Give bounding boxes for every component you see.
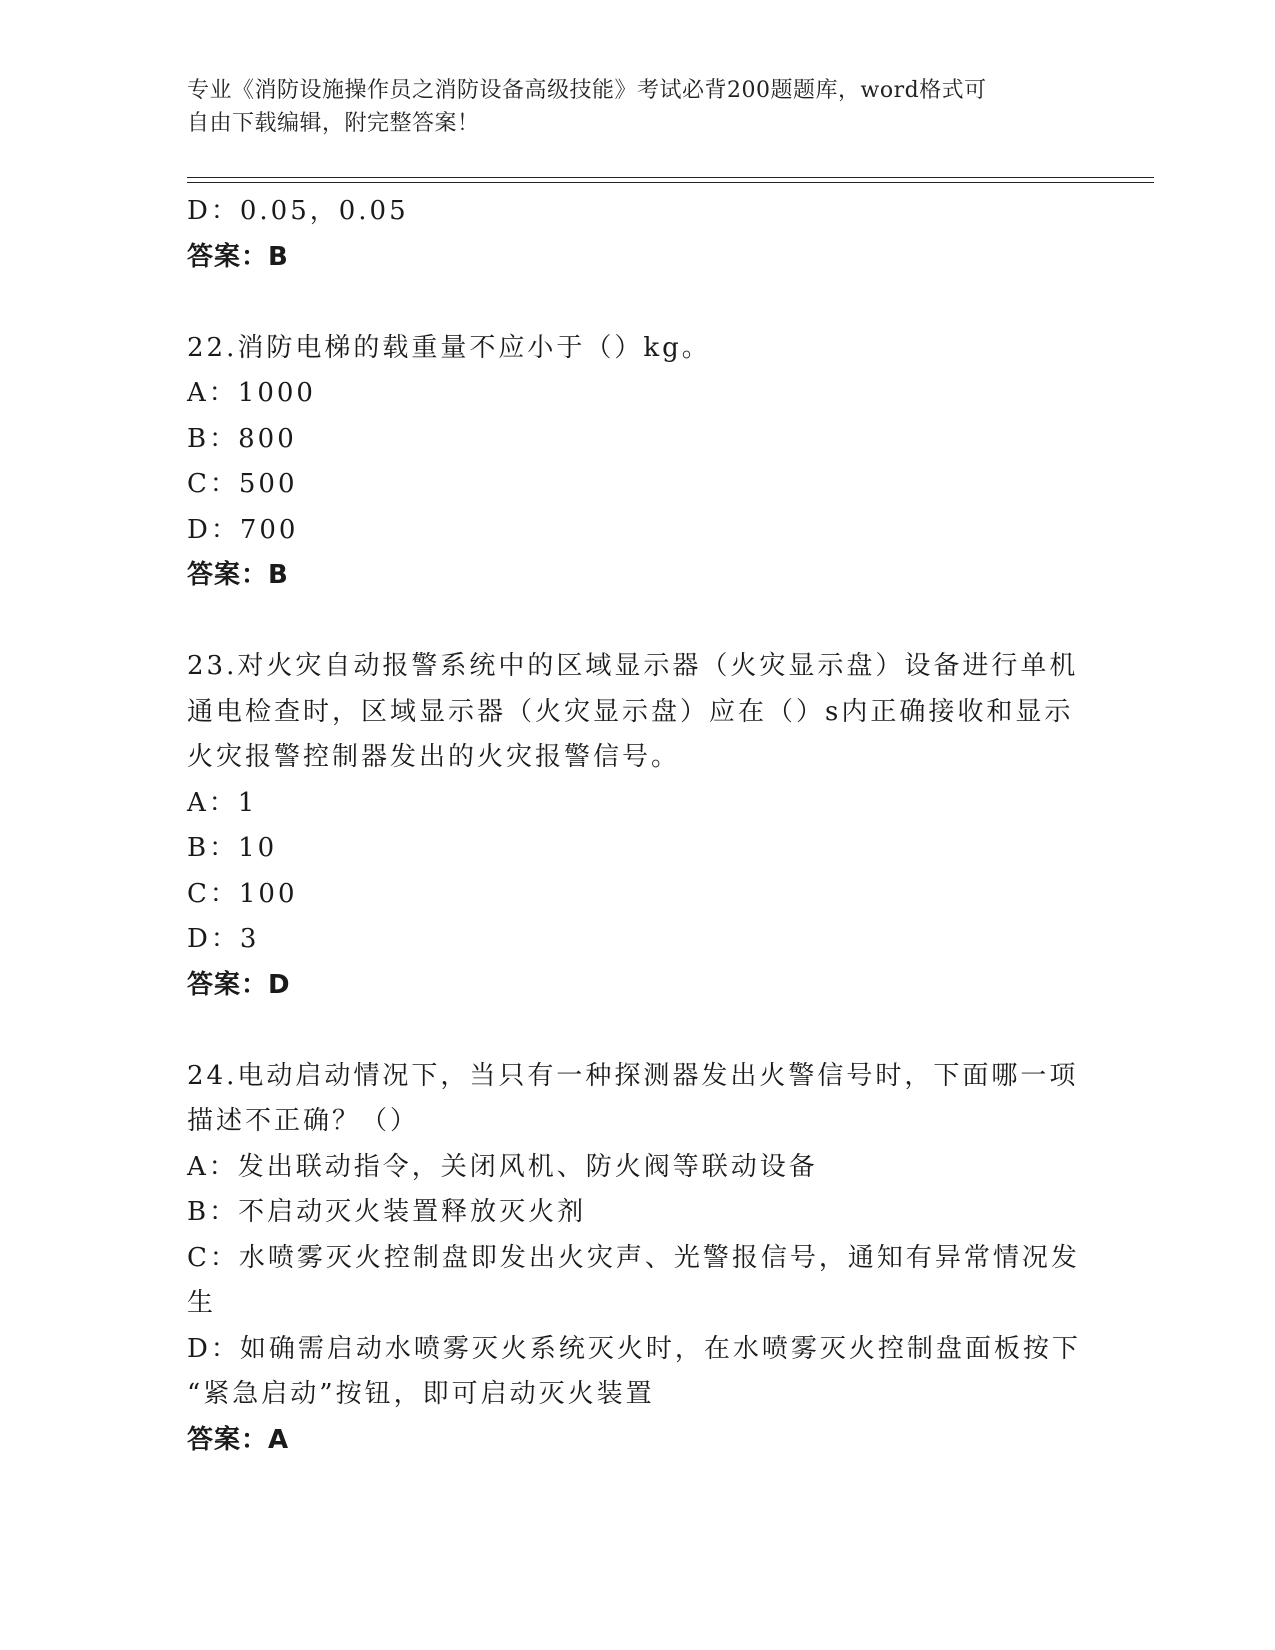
header-divider-top: [187, 177, 1154, 178]
option-b: B：10: [187, 833, 278, 863]
question-22: [187, 326, 1087, 599]
prev-question-option-d: D：0.05，0.05: [187, 196, 409, 226]
option-c: C：500: [187, 469, 298, 499]
question-stem: 22.消防电梯的载重量不应小于（）kg。: [187, 332, 711, 363]
spacer: [187, 280, 1087, 326]
question-stem-line-3: 火灾报警控制器发出的火灾报警信号。: [187, 742, 681, 772]
header-line-2: 自由下载编辑，附完整答案！: [187, 111, 480, 136]
header-line-1: 专业《消防设施操作员之消防设备高级技能》考试必背200题题库，word格式可: [187, 78, 987, 103]
prev-question-answer: 答案：B: [187, 241, 289, 272]
option-d: D：700: [187, 514, 299, 545]
question-stem-line-1: 24.电动启动情况下，当只有一种探测器发出火警信号时，下面哪一项: [187, 1060, 1079, 1091]
option-a: A：发出联动指令，关闭风机、防火阀等联动设备: [187, 1151, 818, 1182]
option-d-line-1: D：如确需启动水喷雾灭火系统灭火时，在水喷雾灭火控制盘面板按下: [187, 1333, 1081, 1364]
question-24: [187, 1054, 1087, 1464]
question-content: [187, 189, 1087, 1463]
question-stem-line-2: 描述不正确？（）: [187, 1106, 420, 1136]
option-c-line-2: 生: [187, 1288, 217, 1318]
header-divider-bottom: [187, 182, 1154, 183]
option-b: B：不启动灭火装置释放灭火剂: [187, 1197, 587, 1227]
spacer: [187, 1008, 1087, 1054]
question-stem-line-2: 通电检查时，区域显示器（火灾显示盘）应在（）s内正确接收和显示: [187, 696, 1074, 727]
option-d: D：3: [187, 924, 260, 954]
option-d-line-2: “紧急启动”按钮，即可启动灭火装置: [187, 1379, 655, 1409]
spacer: [187, 599, 1087, 645]
option-a: A：1000: [187, 378, 316, 408]
option-a: A：1: [187, 787, 258, 818]
option-b: B：800: [187, 423, 297, 454]
answer: 答案：D: [187, 969, 291, 1000]
answer: 答案：B: [187, 560, 289, 590]
option-c: C：100: [187, 878, 298, 909]
answer: 答案：A: [187, 1424, 290, 1455]
question-23: [187, 644, 1087, 1008]
option-c-line-1: C：水喷雾灭火控制盘即发出火灾声、光警报信号，通知有异常情况发: [187, 1242, 1080, 1273]
question-stem-line-1: 23.对火灾自动报警系统中的区域显示器（火灾显示盘）设备进行单机: [187, 651, 1079, 681]
page-header: [187, 74, 1067, 140]
